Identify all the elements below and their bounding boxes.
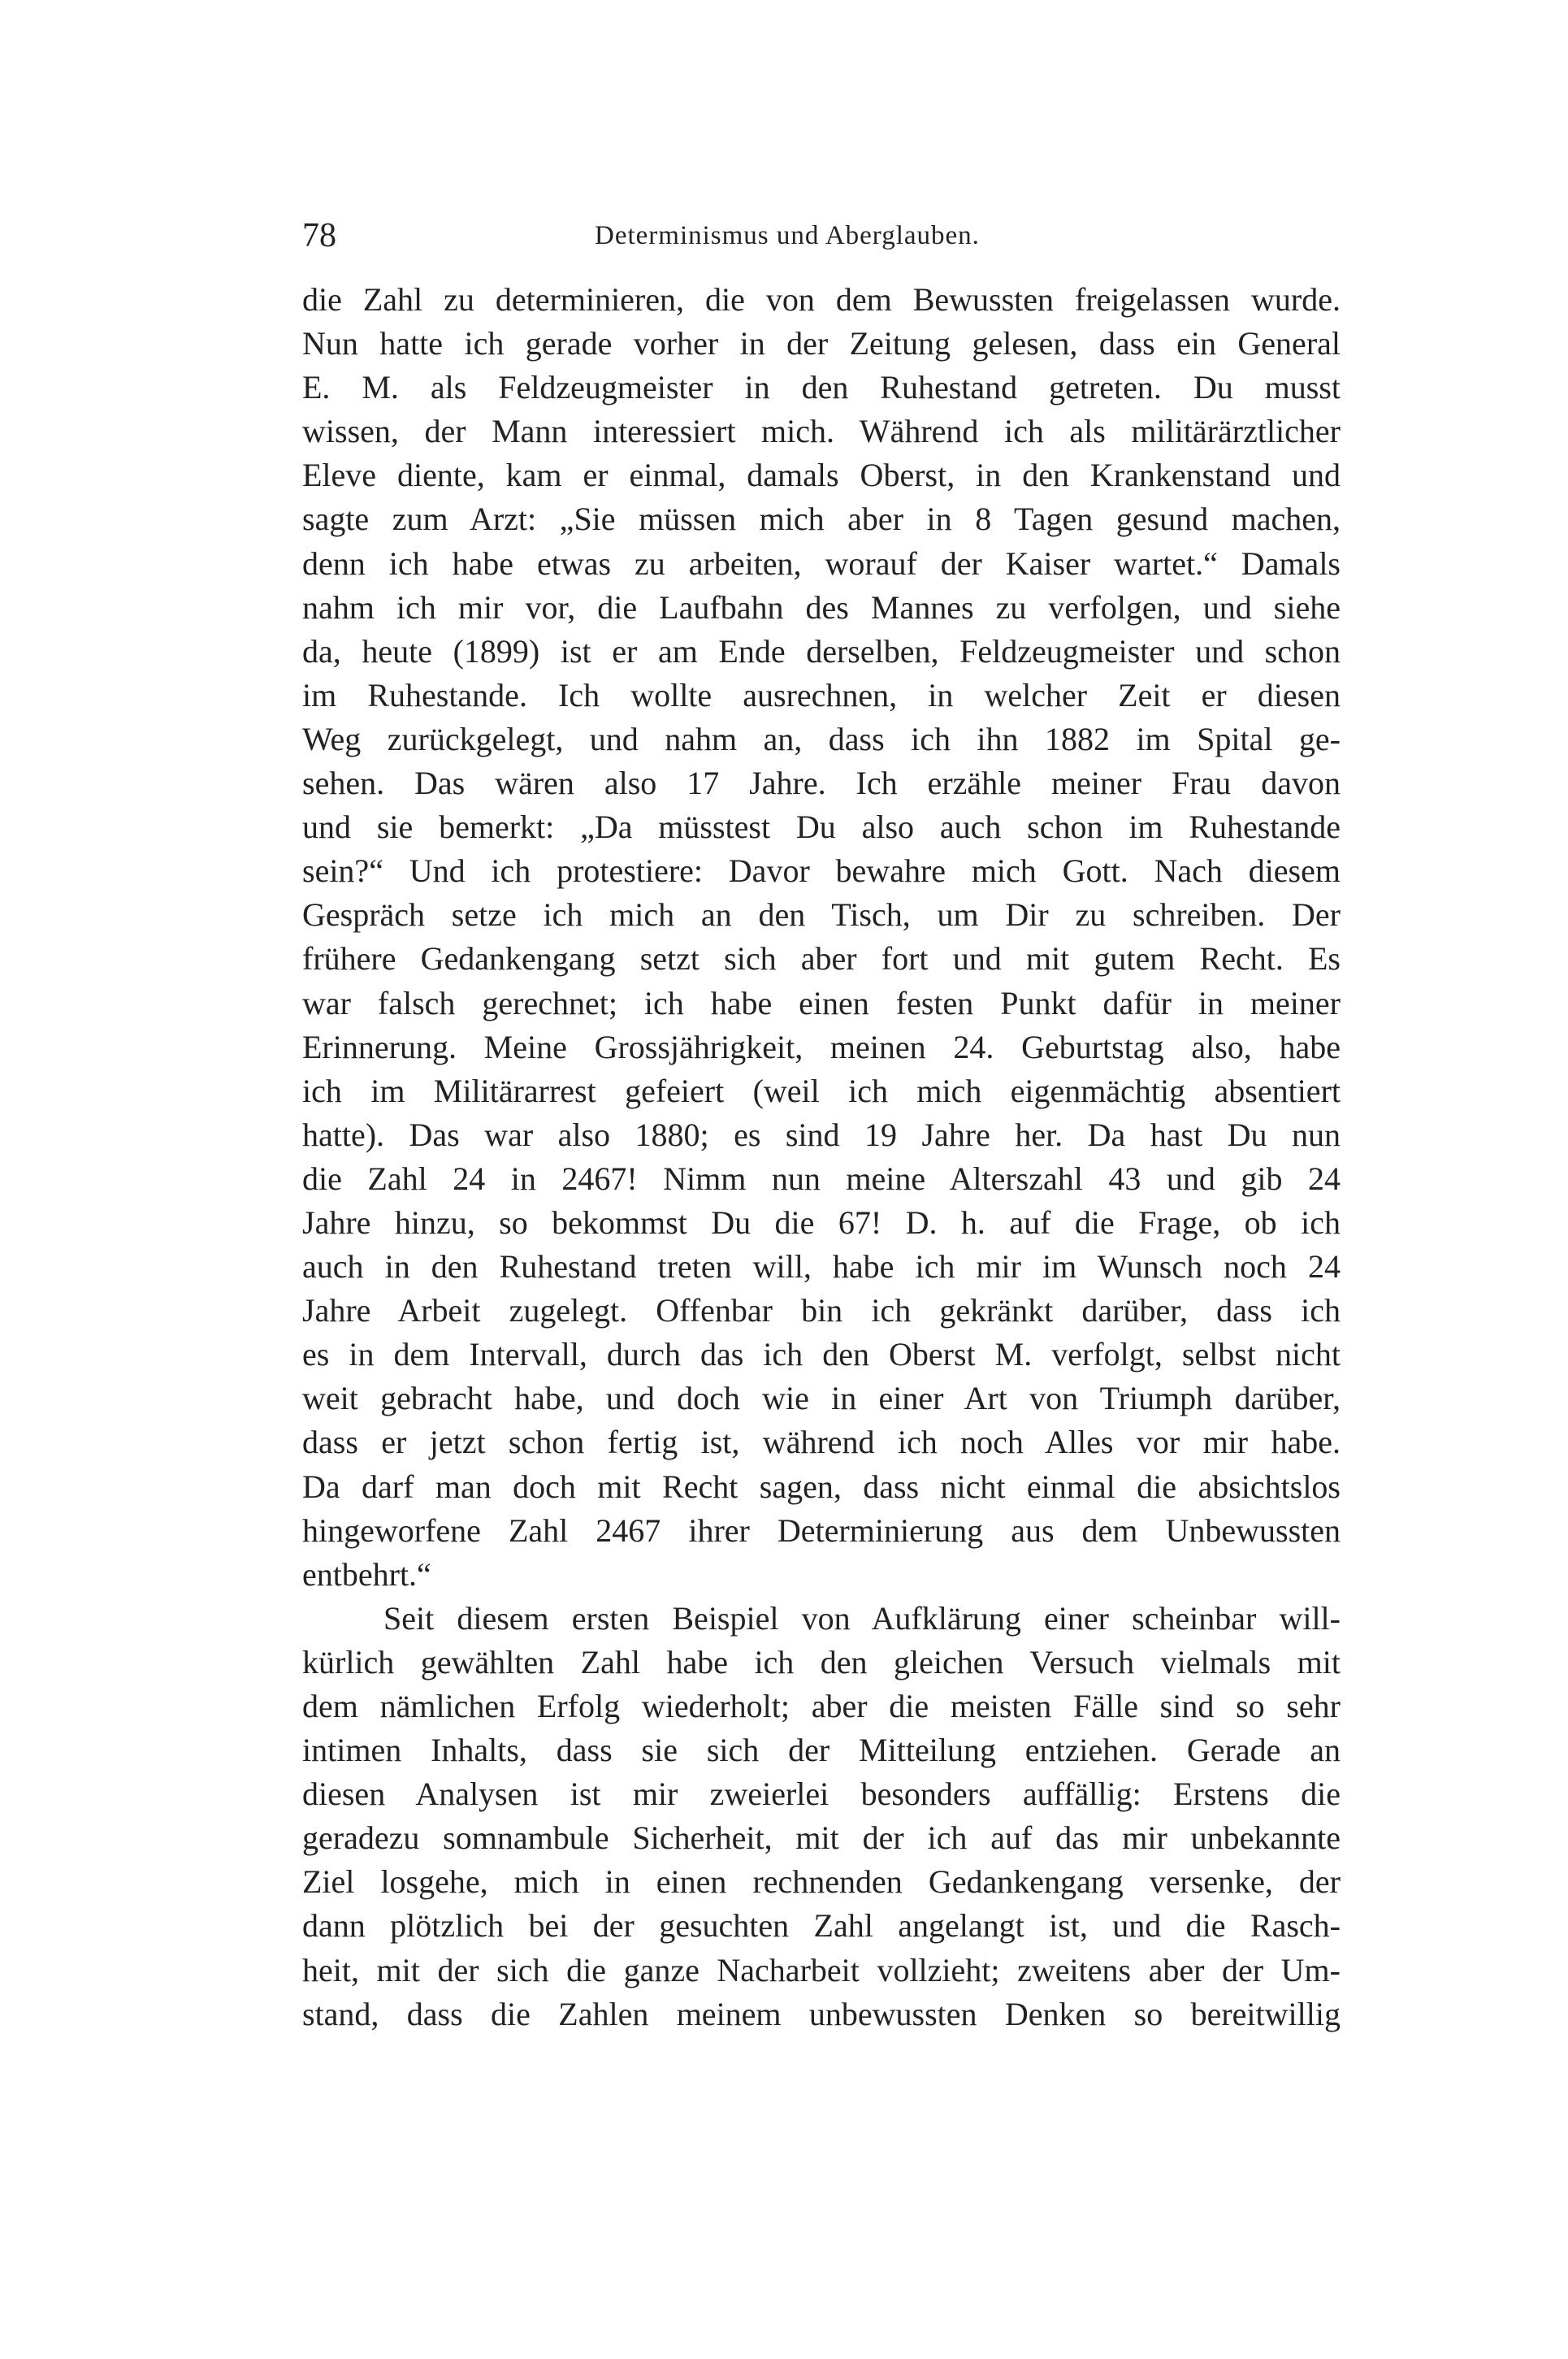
text-line: war falsch gerechnet; ich habe einen festen Punkt dafür in meiner <box>302 984 1341 1021</box>
text-line: Jahre Arbeit zugelegt. Offenbar bin ich gekränkt darüber, dass ich <box>302 1292 1341 1329</box>
text-line: denn ich habe etwas zu arbeiten, worauf der Kaiser wartet.“ Damals <box>302 544 1341 582</box>
text-line: sehen. Das wären also 17 Jahre. Ich erzähle meiner Frau davon <box>302 765 1341 802</box>
page-number: 78 <box>302 217 336 254</box>
text-line: Erinnerung. Meine Grossjährigkeit, meinen 24. Geburtstag also, habe <box>302 1028 1341 1065</box>
text-line: Gespräch setze ich mich an den Tisch, um Dir zu schreiben. Der <box>302 896 1341 934</box>
text-line: die Zahl 24 in 2467! Nimm nun meine Alterszahl 43 und gib 24 <box>302 1160 1341 1197</box>
text-line: nahm ich mir vor, die Laufbahn des Mannes zu verfolgen, und siehe <box>302 588 1341 626</box>
text-line: Jahre hinzu, so bekommst Du die 67! D. h. auf die Frage, ob ich <box>302 1203 1341 1241</box>
text-line: und sie bemerkt: „Da müsstest Du also auch schon im Ruhestande <box>302 809 1341 846</box>
text-line: Weg zurückgelegt, und nahm an, dass ich ihn 1882 im Spital ge- <box>302 720 1341 757</box>
text-line: ich im Militärarrest gefeiert (weil ich mich eigenmächtig absentiert <box>302 1072 1341 1109</box>
text-line: sagte zum Arzt: „Sie müssen mich aber in 8 Tagen gesund machen, <box>302 501 1341 538</box>
running-title: Determinismus und Aberglauben. <box>595 221 980 250</box>
text-line: frühere Gedankengang setzt sich aber fort und mit gutem Recht. Es <box>302 940 1341 978</box>
text-line: sein?“ Und ich protestiere: Davor bewahre mich Gott. Nach diesem <box>302 852 1341 890</box>
text-line: diesen Analysen ist mir zweierlei besonders auffällig: Erstens die <box>302 1776 1341 1813</box>
page-header <box>302 211 1341 260</box>
text-line: intimen Inhalts, dass sie sich der Mitteilung entziehen. Gerade an <box>302 1732 1341 1769</box>
text-line: stand, dass die Zahlen meinem unbewussten Denken so bereitwillig <box>302 1995 1341 2032</box>
text-line: wissen, der Mann interessiert mich. Während ich als militärärztlicher <box>302 413 1341 450</box>
text-line: hatte). Das war also 1880; es sind 19 Jahre her. Da hast Du nun <box>302 1116 1341 1153</box>
text-line: auch in den Ruhestand treten will, habe ich mir im Wunsch noch 24 <box>302 1248 1341 1286</box>
text-line: geradezu somnambule Sicherheit, mit der ich auf das mir unbekannte <box>302 1819 1341 1857</box>
text-line: kürlich gewählten Zahl habe ich den gleichen Versuch vielmals mit <box>302 1643 1341 1680</box>
text-line: dann plötzlich bei der gesuchten Zahl angelangt ist, und die Rasch- <box>302 1907 1341 1945</box>
text-line: da, heute (1899) ist er am Ende derselben, Feldzeugmeister und schon <box>302 632 1341 670</box>
text-line: es in dem Intervall, durch das ich den Oberst M. verfolgt, selbst nicht <box>302 1336 1341 1373</box>
text-line: Seit diesem ersten Beispiel von Aufklärung einer scheinbar will- <box>383 1599 1341 1637</box>
text-line: entbehrt.“ <box>302 1555 431 1593</box>
body-text <box>302 278 1341 2036</box>
text-line: die Zahl zu determinieren, die von dem Bewussten freigelassen wurde. <box>302 281 1341 318</box>
text-line: Da darf man doch mit Recht sagen, dass nicht einmal die absichtslos <box>302 1468 1341 1505</box>
text-line: dass er jetzt schon fertig ist, während ich noch Alles vor mir habe. <box>302 1424 1341 1461</box>
text-line: E. M. als Feldzeugmeister in den Ruhestand getreten. Du musst <box>302 369 1341 406</box>
text-line: Eleve diente, kam er einmal, damals Oberst, in den Krankenstand und <box>302 457 1341 494</box>
text-line: hingeworfene Zahl 2467 ihrer Determinierung aus dem Unbewussten <box>302 1511 1341 1549</box>
text-line: heit, mit der sich die ganze Nacharbeit vollzieht; zweitens aber der Um- <box>302 1951 1341 1988</box>
text-line: weit gebracht habe, und doch wie in einer Art von Triumph darüber, <box>302 1380 1341 1417</box>
text-line: im Ruhestande. Ich wollte ausrechnen, in welcher Zeit er diesen <box>302 676 1341 713</box>
text-line: Nun hatte ich gerade vorher in der Zeitung gelesen, dass ein General <box>302 325 1341 362</box>
text-line: Ziel losgehe, mich in einen rechnenden Gedankengang versenke, der <box>302 1863 1341 1901</box>
text-line: dem nämlichen Erfolg wiederholt; aber die meisten Fälle sind so sehr <box>302 1688 1341 1724</box>
